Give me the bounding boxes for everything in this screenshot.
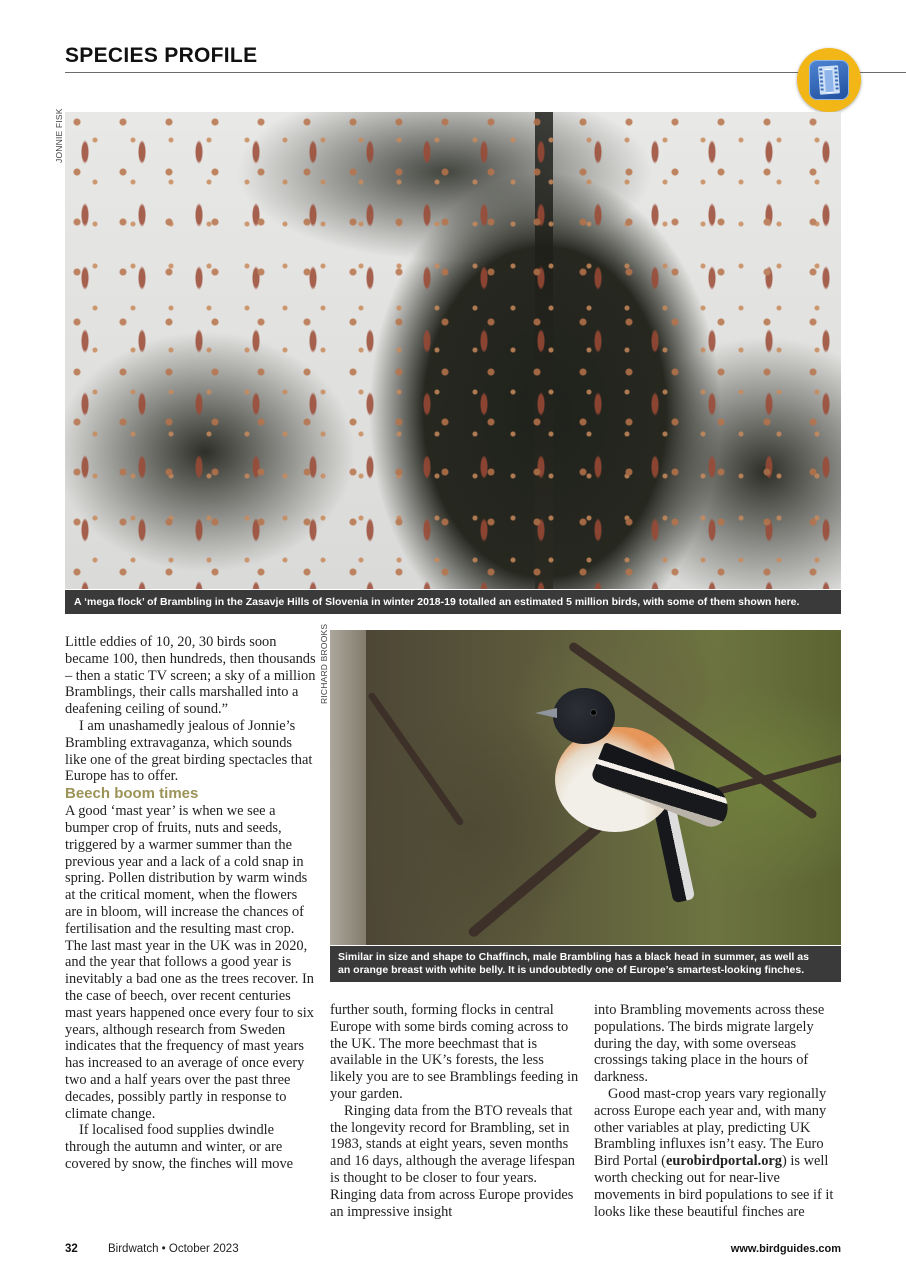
paragraph: I am unashamedly jealous of Jonnie’s Brambling extravaganza, which sounds like one of the great birding spectacles that Europe has to offer. xyxy=(65,717,313,785)
article-column-1 xyxy=(65,634,317,1173)
video-badge[interactable] xyxy=(797,48,861,112)
branch xyxy=(367,691,465,826)
website-link[interactable]: www.birdguides.com xyxy=(730,1243,841,1255)
photo-brambling-flock xyxy=(65,112,841,589)
photo-credit-bird: RICHARD BROOKS xyxy=(319,623,329,704)
paragraph: If localised food supplies dwindle through the autumn and winter, or are covered by snow, the finches will move xyxy=(65,1122,294,1172)
section-title: SPECIES PROFILE xyxy=(65,44,258,67)
paragraph: Little eddies of 10, 20, 30 birds soon became 100, then hundreds, then thousands – then a static TV screen; a sky of a million Bramblings, their calls marshalled into a deafening ceiling of sound.” xyxy=(65,634,316,718)
page-number: 32 xyxy=(65,1243,78,1255)
article-column-3 xyxy=(594,1002,844,1220)
text: ) is well worth checking out for near-live movements in bird populations to see if it looks like these beautiful finches are xyxy=(594,1153,834,1220)
title-rule xyxy=(65,72,906,73)
photo-credit-flock: JONNIE FISK xyxy=(54,108,64,163)
brambling-bird xyxy=(535,682,735,922)
film-strip-icon xyxy=(809,60,849,100)
paragraph: further south, forming flocks in central Europe with some birds coming across to the UK. The more beechmast that is available in the UK’s forests, the less likely you are to see Bramblings feeding in your garden. xyxy=(330,1002,579,1102)
paragraph: into Brambling movements across these populations. The birds migrate largely during the day, with some overseas crossings taking place in the hours of darkness. xyxy=(594,1002,825,1086)
flock-birds xyxy=(65,112,841,589)
subheading: Beech boom times xyxy=(65,785,199,803)
caption-flock: A ‘mega flock’ of Brambling in the Zasavje Hills of Slovenia in winter 2018-19 totalled an estimated 5 million birds, with some of them shown here. xyxy=(65,590,841,614)
text: Good mast-crop years vary regionally across Europe each year and, with many other variables at play, predicting UK Brambling influxes isn’t easy. The Euro Bird Portal ( xyxy=(594,1085,827,1170)
paragraph xyxy=(594,1086,844,1220)
caption-line: Similar in size and shape to Chaffinch, male Brambling has a black head in summer, as well as xyxy=(338,951,809,963)
paragraph: A good ‘mast year’ is when we see a bumper crop of fruits, nuts and seeds, triggered by a warmer summer than the previous year and a lack of a cold snap in spring. Pollen distribution by warm winds at the critical moment, when the flowers are in bloom, will increase the chances of fertilisation and the resulting mast crop. The last mast year in the UK was in 2020, and the year that follows a good year is inevitably a bad one as the trees recover. In the case of beech, over recent centuries mast years happened once every four to six years, although research from Sweden indicates that the frequency of mast years has increased to an average of once every two and a half years over the past three decades, possibly partly in response to climate change. xyxy=(65,803,314,1122)
caption-bird xyxy=(330,946,841,982)
eurobirdportal-link[interactable]: eurobirdportal.org xyxy=(665,1153,783,1170)
publication-info: Birdwatch • October 2023 xyxy=(108,1243,239,1255)
tree-trunk xyxy=(330,630,366,945)
caption-line: an orange breast with white belly. It is undoubtedly one of Europe’s smartest-looking finches. xyxy=(338,964,805,976)
paragraph: Ringing data from the BTO reveals that the longevity record for Brambling, set in 1983, stands at eight years, seven months and 16 days, although the average lifespan is thought to be closer to four years. Ringing data from across Europe provides an impressive insight xyxy=(330,1102,575,1220)
photo-male-brambling xyxy=(330,630,841,945)
article-column-2 xyxy=(330,1002,580,1220)
